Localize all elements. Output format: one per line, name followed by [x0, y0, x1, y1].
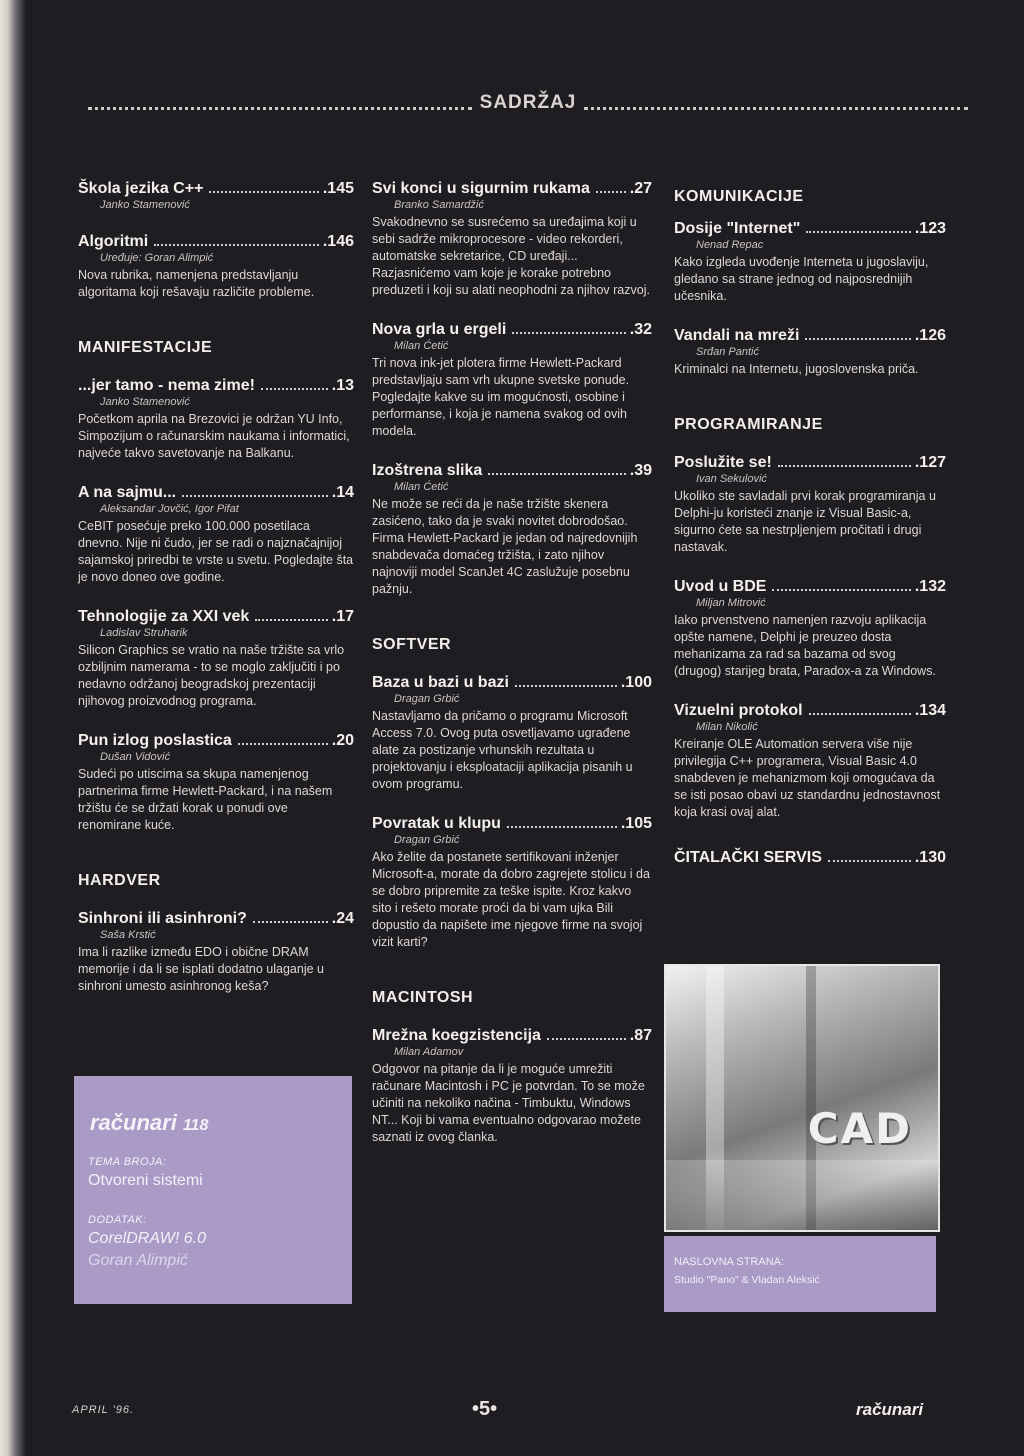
entry-title: Vandali na mreži	[674, 327, 800, 344]
entry-page: .130	[914, 849, 946, 866]
caption-value: Studio "Pano" & Vladan Aleksić	[674, 1274, 820, 1286]
entry-title: Pun izlog poslastica	[78, 732, 232, 749]
entry-page: .24	[331, 910, 354, 927]
entry-author: Milan Nikolić	[696, 721, 758, 733]
entry-description: Ima li razlike između EDO i obične DRAM memorije i da li se isplati dodatno ulaganje u sinhroni umesto asinhronog keša?	[78, 945, 324, 993]
entry-author: Srđan Pantić	[696, 346, 759, 358]
entry-title: Povratak u klupu	[372, 815, 501, 832]
section-heading: SOFTVER	[372, 636, 452, 653]
column-left	[78, 180, 354, 1017]
entry-page: .145	[322, 180, 354, 197]
entry-description: Iako prvenstveno namenjen razvoju aplikacija opšte namene, Delphi je preuzeo dosta mehanizama za rad sa bazama od svog (drugog) starijeg brata, Paradox-a za Windows.	[674, 613, 936, 678]
entry-page: .13	[331, 377, 354, 394]
toc-entry[interactable]	[372, 815, 652, 951]
entry-description: Kriminalci na Internetu, jugoslovenska priča.	[674, 362, 919, 376]
entry-description: Nova rubrika, namenjena predstavljanju algoritama koji rešavaju različite probleme.	[78, 268, 315, 299]
entry-page: .105	[620, 815, 652, 832]
section-heading: MACINTOSH	[372, 989, 474, 1006]
entry-title: Tehnologije za XXI vek	[78, 608, 250, 625]
toc-entry[interactable]	[674, 578, 946, 680]
entry-title: Sinhroni ili asinhroni?	[78, 910, 247, 927]
entry-title: Mrežna koegzistencija	[372, 1027, 541, 1044]
entry-description: Ukoliko ste savladali prvi korak programiranja u Delphi-ju koristeći znanje iz Visual Basic-a, sigurno ćete sa nestrpljenjem pročitati i drugi nastavak.	[674, 489, 936, 554]
toc-entry[interactable]	[78, 732, 354, 834]
entry-title: Izoštrena slika	[372, 462, 483, 479]
entry-page: .87	[629, 1027, 652, 1044]
entry-description: Ne može se reći da je naše tržište skenera zasićeno, tako da je svaki novitet dobrodošao. Firma Hewlett-Packard je jedan od najredovnijih snabdevača domaćeg tržišta, i zato njihov najnoviji model ScanJet 4C zaslužuje posebnu pažnju.	[372, 497, 638, 596]
toc-entry[interactable]	[674, 849, 946, 867]
entry-title: Uvod u BDE	[674, 578, 767, 595]
footer-brand: računari	[856, 1400, 924, 1419]
cover-image	[664, 964, 940, 1232]
toc-entry[interactable]	[372, 462, 652, 598]
issue-number: 118	[182, 1117, 209, 1134]
entry-description: Kreiranje OLE Automation servera više nije privilegija C++ programera, Visual Basic 4.0 snabdeven je mehanizmom koji omogućava da se isti posao obavi uz standardnu jednostavnost koja krasi ovaj alat.	[674, 737, 941, 819]
section-heading: MANIFESTACIJE	[78, 339, 213, 356]
cad-logo: CAD	[807, 1104, 912, 1153]
entry-description: Odgovor na pitanje da li je moguće umrežiti računare Macintosh i PC je potvrdan. To se može učiniti na nekoliko načina - Timbuktu, Windows NT... Koji bi vama eventualno odgovarao možete saznati iz ovog članka.	[372, 1062, 645, 1144]
entry-author: Branko Samardžić	[394, 199, 484, 211]
entry-author: Saša Krstić	[100, 929, 156, 941]
entry-title: Algoritmi	[78, 233, 149, 250]
entry-title: Dosije "Internet"	[674, 220, 801, 237]
entry-author: Dragan Grbić	[394, 693, 460, 705]
theme-value: Otvoreni sistemi	[88, 1172, 203, 1189]
entry-page: .39	[629, 462, 652, 479]
entry-author: Miljan Mitrović	[696, 597, 766, 609]
entry-author: Janko Stamenović	[100, 396, 190, 408]
entry-description: Početkom aprila na Brezovici je održan YU Info, Simpozijum o računarskim naukama i informatici, najveće takvo savetovanje na Balkanu.	[78, 412, 350, 460]
entry-page: .146	[322, 233, 354, 250]
entry-author: Ladislav Struharik	[100, 627, 188, 639]
entry-page: .32	[629, 321, 652, 338]
entry-description: Ako želite da postanete sertifikovani inženjer Microsoft-a, morate da dobro zagrejete stolicu i da se dobro pripremite za teške ispite. Kroz kakvo sito i rešeto morate proći da bi vam ujka Bili dopustio da napišete ime njegove firme na svojoj vizit karti?	[372, 850, 650, 949]
entry-page: .27	[629, 180, 652, 197]
section-heading: HARDVER	[78, 872, 161, 889]
page-number: •5•	[472, 1398, 498, 1420]
entry-author: Milan Adamov	[394, 1046, 464, 1058]
issue-brand: računari 118	[90, 1110, 209, 1135]
entry-title: Baza u bazi u bazi	[372, 674, 509, 691]
entry-title: Vizuelni protokol	[674, 702, 803, 719]
supplement-label: DODATAK:	[88, 1214, 147, 1226]
issue-box	[74, 1076, 352, 1304]
entry-page: .14	[331, 484, 354, 501]
supplement-value: CorelDRAW! 6.0	[88, 1230, 206, 1247]
toc-entry[interactable]	[78, 377, 354, 462]
entry-author: Nenad Repac	[696, 239, 764, 251]
entry-description: Tri nova ink-jet plotera firme Hewlett-Packard predstavljaju sam vrh ukupne svetske ponude. Pogledajte kakve su im mogućnosti, osobine i performanse, i koja je namena svakog od ovih modela.	[372, 356, 630, 438]
toc-entry[interactable]	[372, 321, 652, 440]
entry-page: .100	[620, 674, 652, 691]
entry-page: .134	[914, 702, 946, 719]
entry-title: ČITALAČKI SERVIS	[674, 849, 822, 866]
entry-title: A na sajmu...	[78, 484, 177, 501]
toc-entry[interactable]	[674, 702, 946, 821]
toc-entry[interactable]	[78, 484, 354, 586]
entry-description: Svakodnevno se susrećemo sa uređajima koji u sebi sadrže mikroprocesore - video rekorderi, automatske sekretarice, CD uređaji... Razjasnićemo vam koje je korake potrebno preduzeti i koji su alati neophodni za njihov razvoj.	[372, 215, 650, 297]
section-header	[88, 92, 968, 114]
entry-author: Dragan Grbić	[394, 834, 460, 846]
entry-description: Kako izgleda uvođenje Interneta u jugoslaviju, gledano sa strane jednog od najposrednijih učesnika.	[674, 255, 929, 303]
toc-entry[interactable]	[78, 910, 354, 995]
entry-author: Milan Ćetić	[394, 481, 449, 493]
page-title: SADRŽAJ	[479, 92, 577, 113]
toc-entry[interactable]	[372, 674, 652, 793]
entry-title: ...jer tamo - nema zime!	[78, 377, 255, 394]
toc-entry[interactable]	[674, 220, 946, 305]
section-heading: PROGRAMIRANJE	[674, 416, 823, 433]
entry-description: Silicon Graphics se vratio na naše tržište sa vrlo ozbiljnim namerama - to se moglo zaključiti i po nedavno održanoj beogradskoj prezentaciji njihovog proizvodnog programa.	[78, 643, 345, 708]
supplement-author: Goran Alimpić	[88, 1252, 188, 1269]
entry-title: Poslužite se!	[674, 454, 772, 471]
column-middle	[372, 180, 652, 1168]
entry-title: Svi konci u sigurnim rukama	[372, 180, 590, 197]
entry-description: CeBIT posećuje preko 100.000 posetilaca dnevno. Nije ni čudo, jer se radi o najznačajnijoj sajamskoj priredbi te vrste u svetu. Pogledajte šta je novo doneo ove godine.	[78, 519, 354, 584]
entry-title: Nova grla u ergeli	[372, 321, 507, 338]
cover-caption	[664, 1236, 936, 1312]
caption-label: NASLOVNA STRANA:	[674, 1256, 785, 1268]
column-right	[674, 180, 946, 889]
entry-page: .17	[331, 608, 354, 625]
theme-label: TEMA BROJA:	[88, 1156, 167, 1168]
entry-title: Škola jezika C++	[78, 180, 204, 197]
entry-page: .20	[331, 732, 354, 749]
entry-author: Milan Ćetić	[394, 340, 449, 352]
entry-description: Sudeći po utiscima sa skupa namenjenog partnerima firme Hewlett-Packard, i na našem tržištu će se držati korak u ponudi ove renomirane kuće.	[78, 767, 333, 832]
section-heading: KOMUNIKACIJE	[674, 188, 804, 205]
toc-entry[interactable]	[78, 180, 354, 211]
entry-author: Dušan Vidović	[100, 751, 171, 763]
toc-entry[interactable]	[372, 1027, 652, 1146]
toc-entry[interactable]	[78, 233, 354, 301]
toc-entry[interactable]	[78, 608, 354, 710]
entry-author: Aleksandar Jovčić, Igor Pifat	[100, 503, 239, 515]
entry-page: .132	[914, 578, 946, 595]
toc-entry[interactable]	[674, 327, 946, 378]
footer-date: APRIL '96.	[72, 1404, 135, 1416]
entry-page: .127	[914, 454, 946, 471]
toc-entry[interactable]	[372, 180, 652, 299]
entry-author: Ivan Sekulović	[696, 473, 767, 485]
entry-page: .123	[914, 220, 946, 237]
entry-page: .126	[914, 327, 946, 344]
entry-description: Nastavljamo da pričamo o programu Microsoft Access 7.0. Ovog puta osvetljavamo ugrađene alate za postizanje vrhunskih rezultata u projektovanju i eksploataciji aplikacija pisanih u ovom programu.	[372, 709, 633, 791]
entry-author: Janko Stamenović	[100, 199, 190, 211]
entry-author: Uređuje: Goran Alimpić	[100, 252, 214, 264]
page-binding-edge	[0, 0, 26, 1456]
magazine-page	[26, 0, 1024, 1456]
toc-entry[interactable]	[674, 454, 946, 556]
